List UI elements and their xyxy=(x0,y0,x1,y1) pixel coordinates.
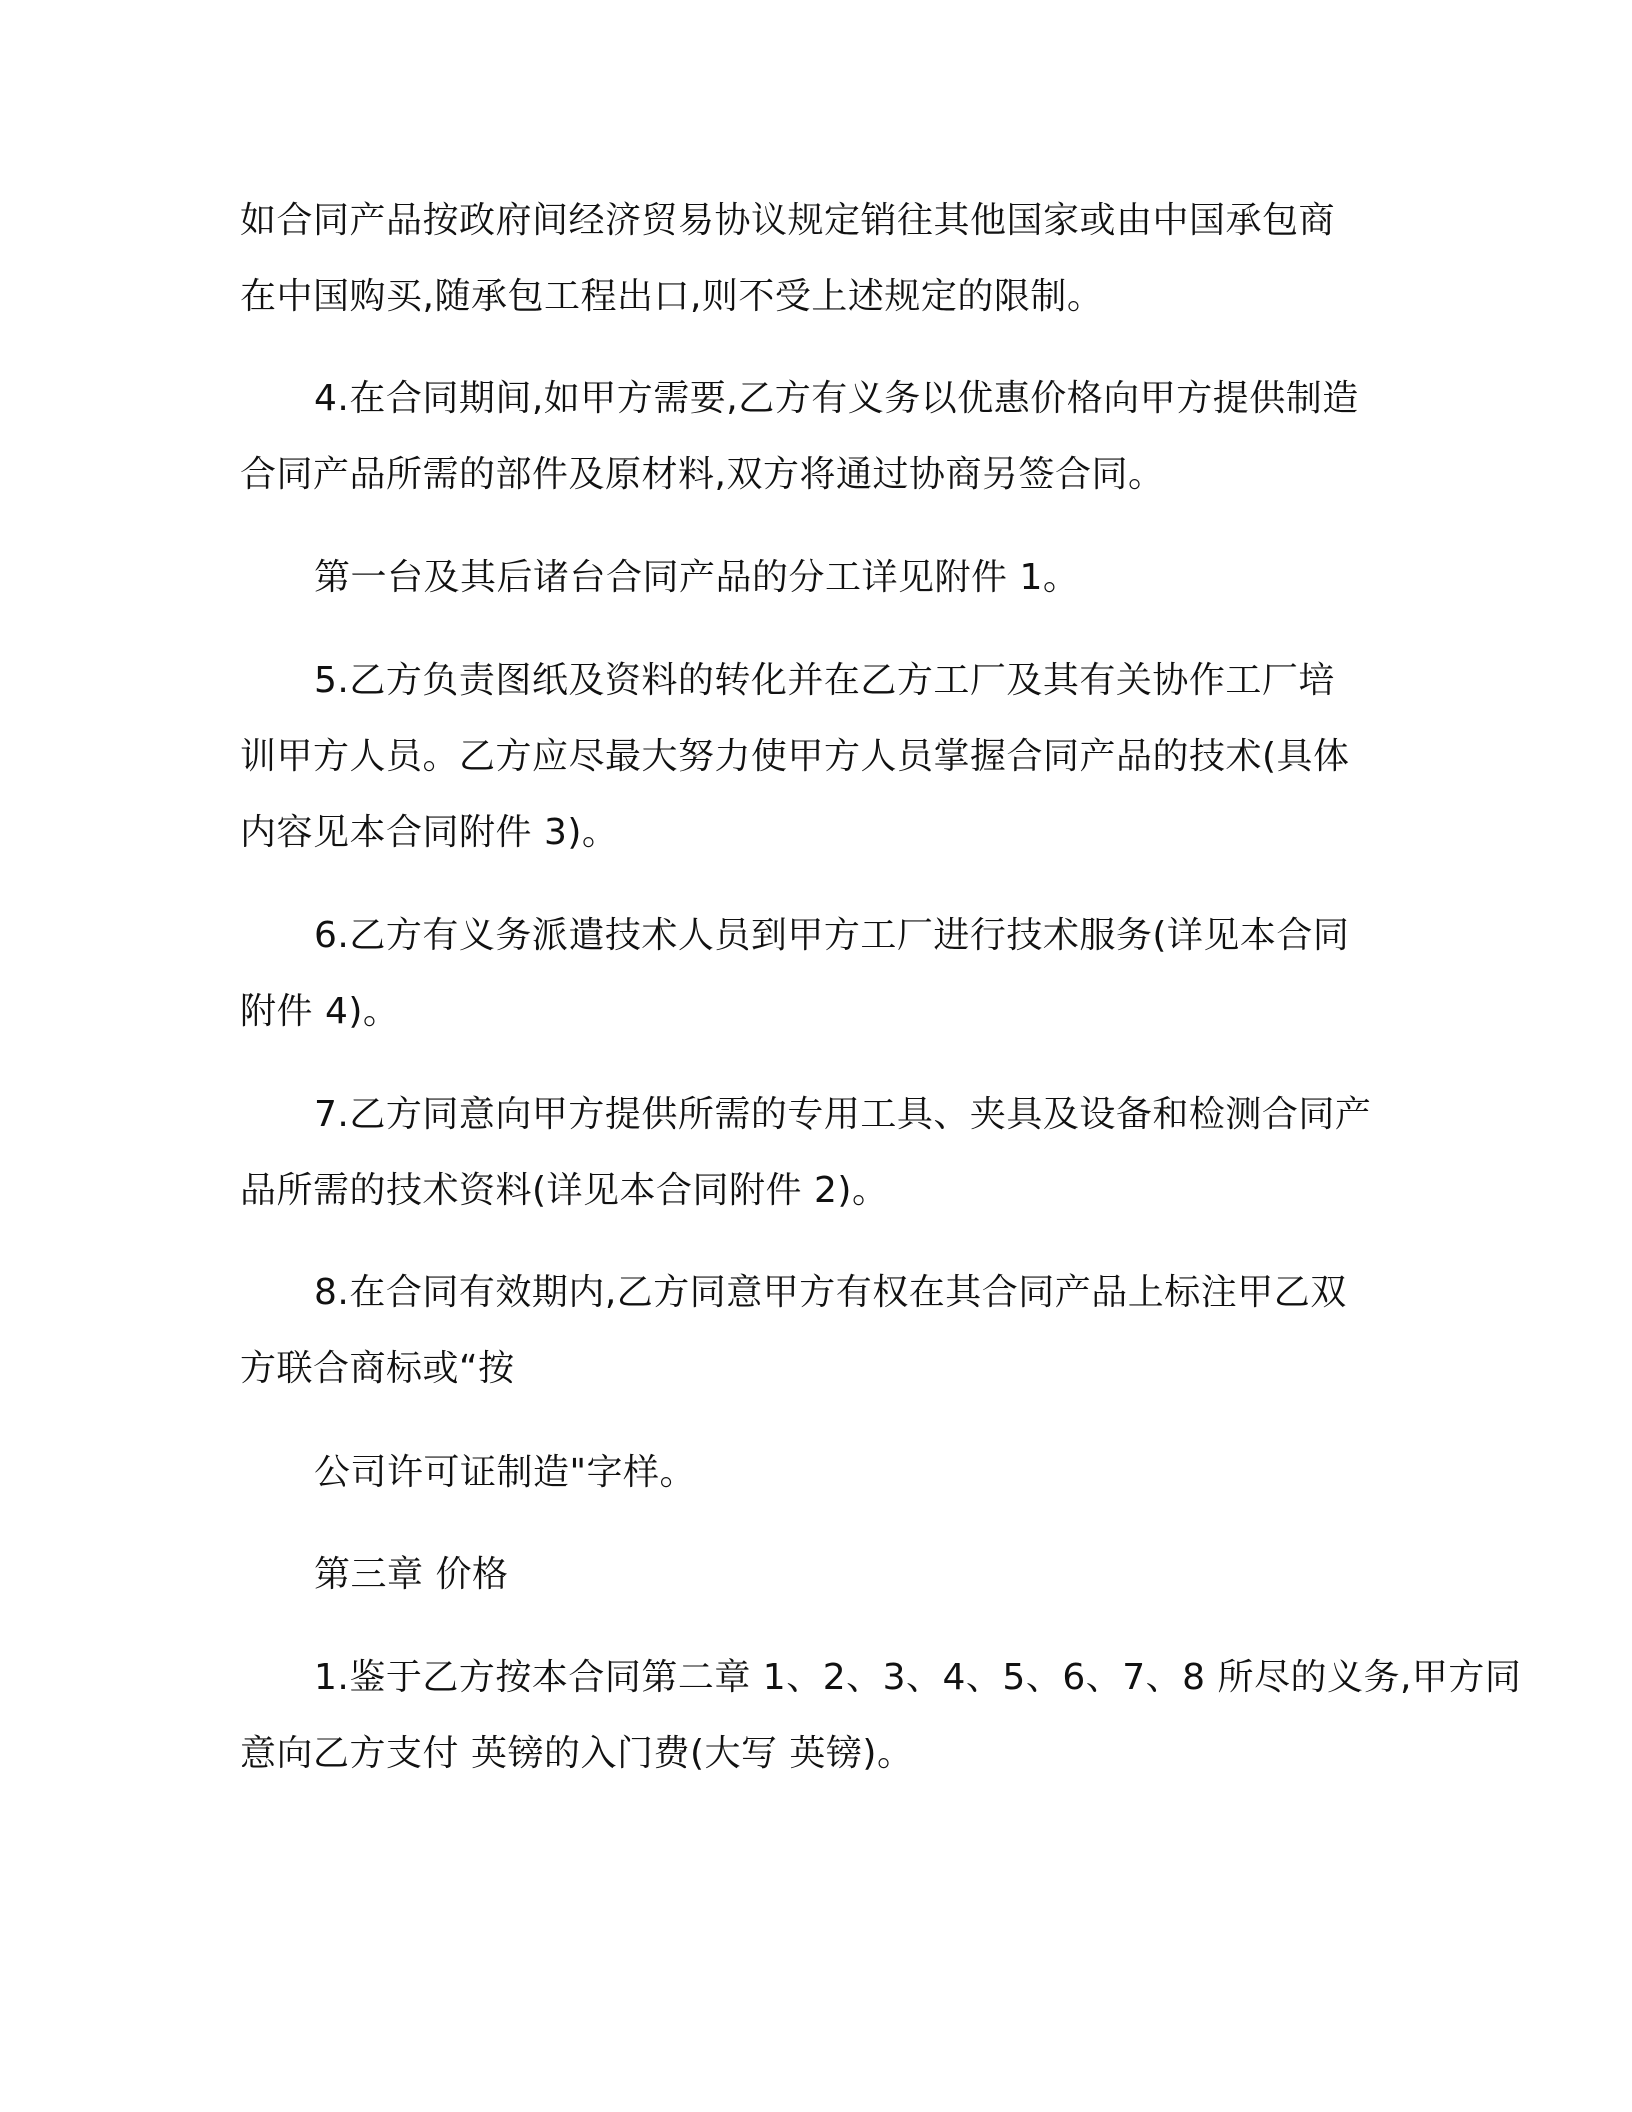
text-line-15: 公司许可证制造"字样。 xyxy=(314,1452,697,1493)
text-line-1: 如合同产品按政府间经济贸易协议规定销往其他国家或由中国承包商 xyxy=(240,200,1336,241)
chapter-heading: 第三章 价格 xyxy=(314,1554,509,1595)
text-line-11: 7.乙方同意向甲方提供所需的专用工具、夹具及设备和检测合同产 xyxy=(314,1094,1372,1135)
text-line-8: 内容见本合同附件 3)。 xyxy=(240,812,619,853)
text-line-6: 5.乙方负责图纸及资料的转化并在乙方工厂及其有关协作工厂培 xyxy=(314,660,1335,701)
text-line-4: 合同产品所需的部件及原材料,双方将通过协商另签合同。 xyxy=(240,454,1165,495)
text-line-2: 在中国购买,随承包工程出口,则不受上述规定的限制。 xyxy=(240,276,1104,317)
text-line-13: 8.在合同有效期内,乙方同意甲方有权在其合同产品上标注甲乙双 xyxy=(314,1272,1347,1313)
text-line-14: 方联合商标或“按 xyxy=(240,1348,515,1389)
text-line-3: 4.在合同期间,如甲方需要,乙方有义务以优惠价格向甲方提供制造 xyxy=(314,378,1359,419)
text-line-17: 1.鉴于乙方按本合同第二章 1、2、3、4、5、6、7、8 所尽的义务,甲方同 xyxy=(314,1657,1522,1698)
text-line-7: 训甲方人员。乙方应尽最大努力使甲方人员掌握合同产品的技术(具体 xyxy=(240,736,1350,777)
text-line-9: 6.乙方有义务派遣技术人员到甲方工厂进行技术服务(详见本合同 xyxy=(314,915,1350,956)
text-line-12: 品所需的技术资料(详见本合同附件 2)。 xyxy=(240,1170,889,1211)
text-line-5: 第一台及其后诸台合同产品的分工详见附件 1。 xyxy=(314,557,1080,598)
text-line-18: 意向乙方支付 英镑的入门费(大写 英镑)。 xyxy=(240,1733,914,1774)
text-line-10: 附件 4)。 xyxy=(240,991,400,1032)
